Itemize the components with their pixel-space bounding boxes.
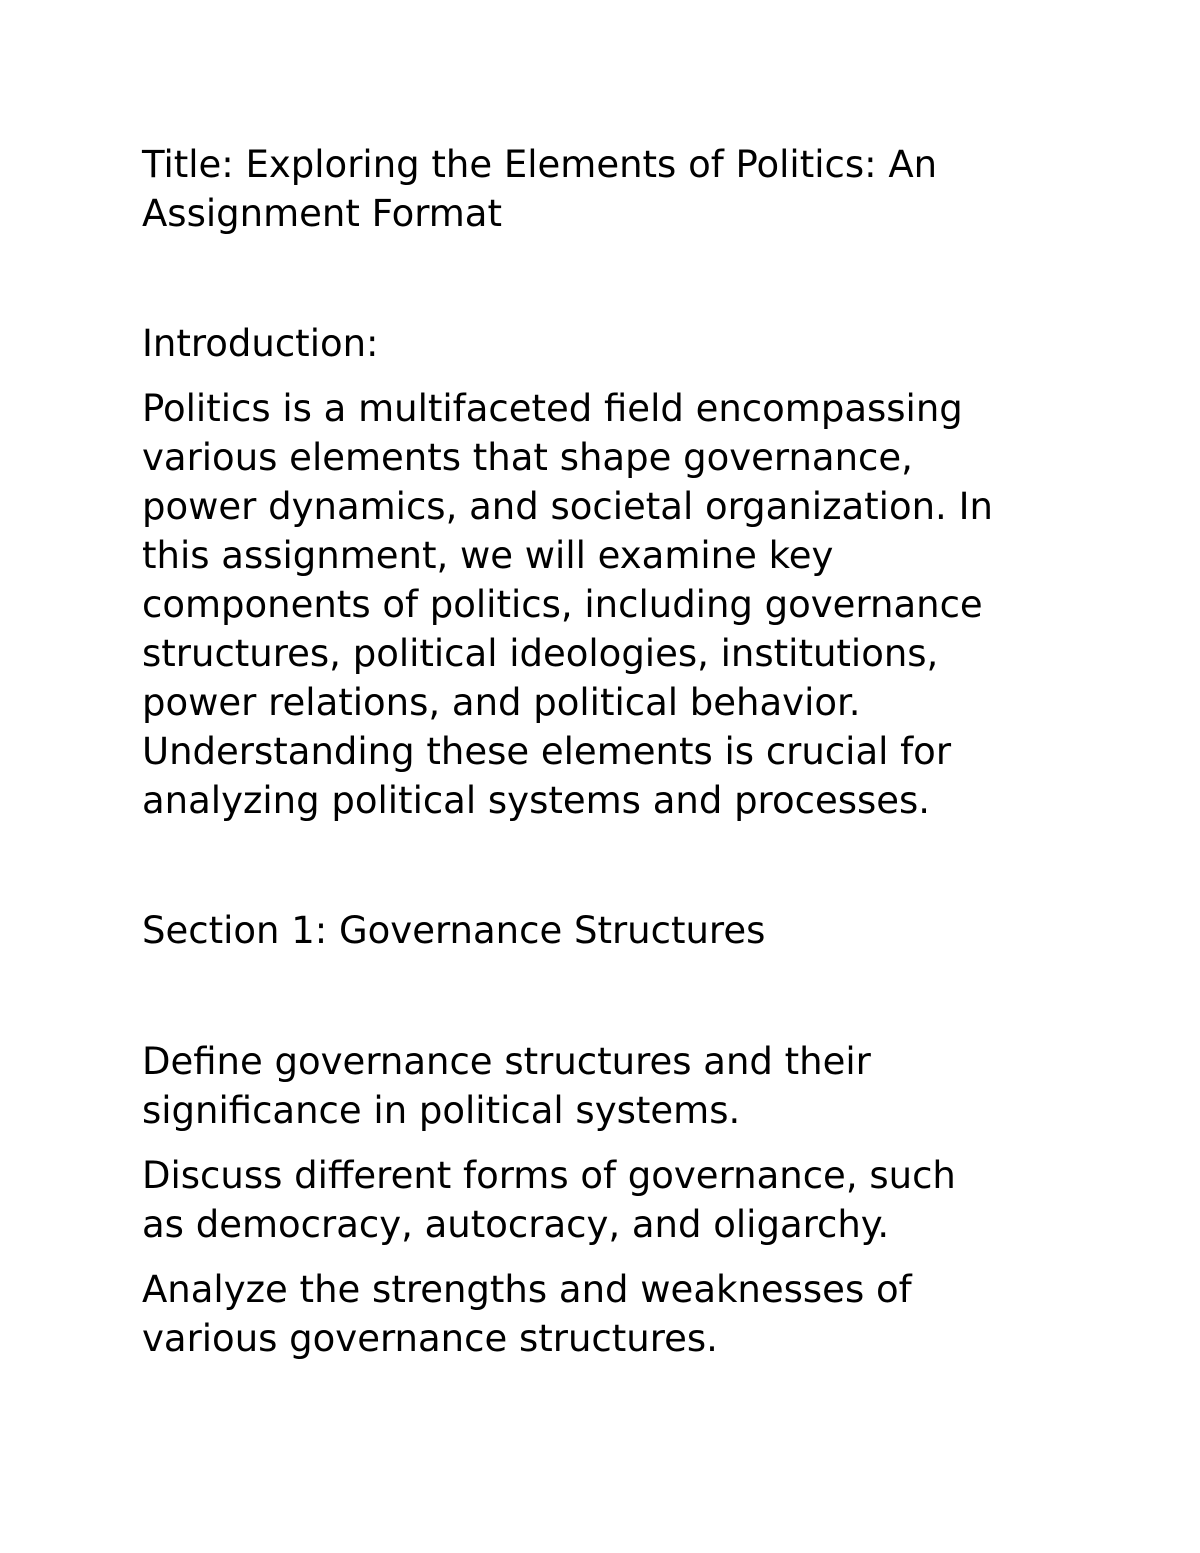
document-page bbox=[142, 140, 1072, 1363]
introduction-heading: Introduction: bbox=[142, 322, 379, 365]
document-title: Title: Exploring the Elements of Politics: An Assignment Format bbox=[142, 143, 938, 235]
section-1-heading: Section 1: Governance Structures bbox=[142, 909, 766, 952]
section-1-item-discuss: Discuss different forms of governance, such as democracy, autocracy, and oligarchy. bbox=[142, 1154, 956, 1246]
section-1-item-define: Define governance structures and their significance in political systems. bbox=[142, 1040, 871, 1132]
introduction-paragraph: Politics is a multifaceted field encompassing various elements that shape governance, power dynamics, and societal organization. In this assignment, we will examine key components of politics, including governance structures, political ideologies, institutions, power relations, and political behavior. Understanding these elements is crucial for analyzing political systems and processes. bbox=[142, 387, 993, 822]
section-1-item-analyze: Analyze the strengths and weaknesses of various governance structures. bbox=[142, 1268, 912, 1360]
